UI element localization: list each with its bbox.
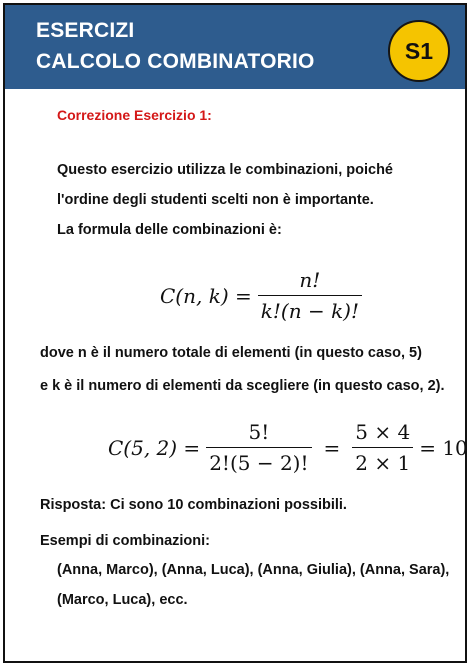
calc-fraction-1-denominator: 2!(5 − 2)! [206,447,311,475]
header-banner [5,5,465,89]
formula-numerator: n! [299,268,321,292]
calc-fraction-2-numerator: 5 × 4 [355,420,411,444]
calc-fraction-1-numerator: 5! [248,420,270,444]
paragraph-line-2: l'ordine degli studenti scelti non è importante. [57,192,374,208]
answer-text: Risposta: Ci sono 10 combinazioni possibili. [40,497,347,513]
combination-formula [160,268,368,323]
explanation-line-1: dove n è il numero totale di elementi (in questo caso, 5) [40,345,422,361]
calc-result: = 10 [419,435,468,460]
formula-fraction [258,268,362,323]
correction-heading: Correzione Esercizio 1: [57,107,212,123]
calc-equals: = [323,435,341,460]
examples-title: Esempi di combinazioni: [40,533,210,549]
formula-lhs: C(n, k) = [160,283,252,308]
exercise-badge: S1 [388,20,450,82]
title-line-2: CALCOLO COMBINATORIO [36,50,315,73]
title-line-1: ESERCIZI [36,19,135,42]
explanation-line-2: e k è il numero di elementi da scegliere (in questo caso, 2). [40,378,445,394]
paragraph-line-1: Questo esercizio utilizza le combinazioni, poiché [57,162,393,178]
examples-line-2: (Marco, Luca), ecc. [57,592,188,608]
calc-lhs: C(5, 2) = [108,435,201,460]
examples-line-1: (Anna, Marco), (Anna, Luca), (Anna, Giulia), (Anna, Sara), [57,562,450,578]
paragraph-line-3: La formula delle combinazioni è: [57,222,282,238]
calc-fraction-1 [206,420,311,475]
calculation-formula [108,420,468,475]
calc-fraction-2-denominator: 2 × 1 [352,447,413,475]
formula-denominator: k!(n − k)! [258,295,362,323]
calc-fraction-2 [352,420,413,475]
